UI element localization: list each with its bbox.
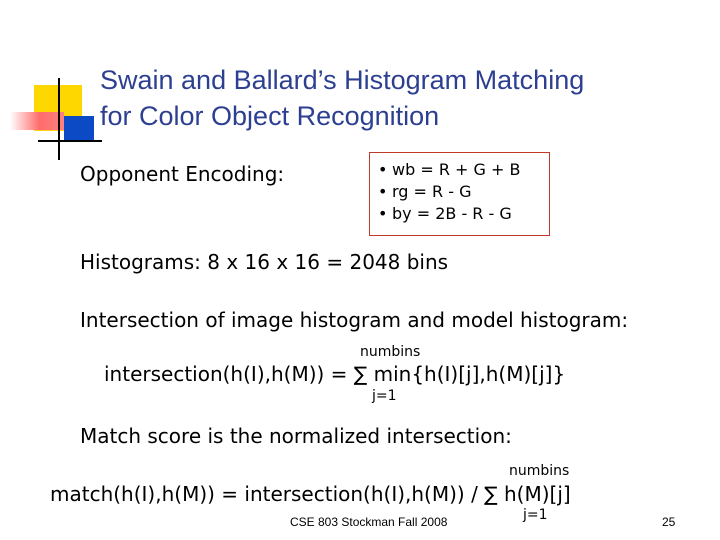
bullet-icon: • <box>378 204 388 223</box>
logo-red-bar <box>10 112 64 130</box>
match-sum-lower: j=1 <box>523 507 548 523</box>
bullet-icon: • <box>378 160 388 179</box>
logo-blue-square <box>64 116 94 142</box>
match-sum-upper: numbins <box>509 463 570 479</box>
encoding-list <box>370 153 549 225</box>
encoding-item: • wb = R + G + B <box>378 160 521 179</box>
encoding-item: • by = 2B - R - G <box>378 204 512 223</box>
histograms-line: Histograms: 8 x 16 x 16 = 2048 bins <box>80 250 449 274</box>
intersection-sum-upper: numbins <box>360 344 421 360</box>
slide-logo <box>0 0 100 170</box>
intersection-formula: intersection(h(I),h(M)) = ∑ min{h(I)[j],h(M)[j]} <box>104 362 566 386</box>
encoding-box <box>369 152 550 236</box>
match-heading: Match score is the normalized intersection: <box>80 424 512 448</box>
title-line-2: for Color Object Recognition <box>100 101 440 131</box>
title-line-1: Swain and Ballard’s Histogram Matching <box>100 65 585 95</box>
slide-title <box>100 62 700 134</box>
logo-vertical-line <box>58 78 60 160</box>
encoding-item: • rg = R - G <box>378 182 472 201</box>
match-formula: match(h(I),h(M)) = intersection(h(I),h(M)) / ∑ h(M)[j] <box>50 482 571 506</box>
intersection-heading: Intersection of image histogram and model histogram: <box>80 308 629 332</box>
slide-footer: CSE 803 Stockman Fall 2008 <box>290 515 448 529</box>
page-number: 25 <box>662 515 676 529</box>
intersection-sum-lower: j=1 <box>372 388 397 404</box>
logo-horizontal-line <box>38 140 102 142</box>
bullet-icon: • <box>378 182 388 201</box>
encoding-label: Opponent Encoding: <box>80 162 285 186</box>
